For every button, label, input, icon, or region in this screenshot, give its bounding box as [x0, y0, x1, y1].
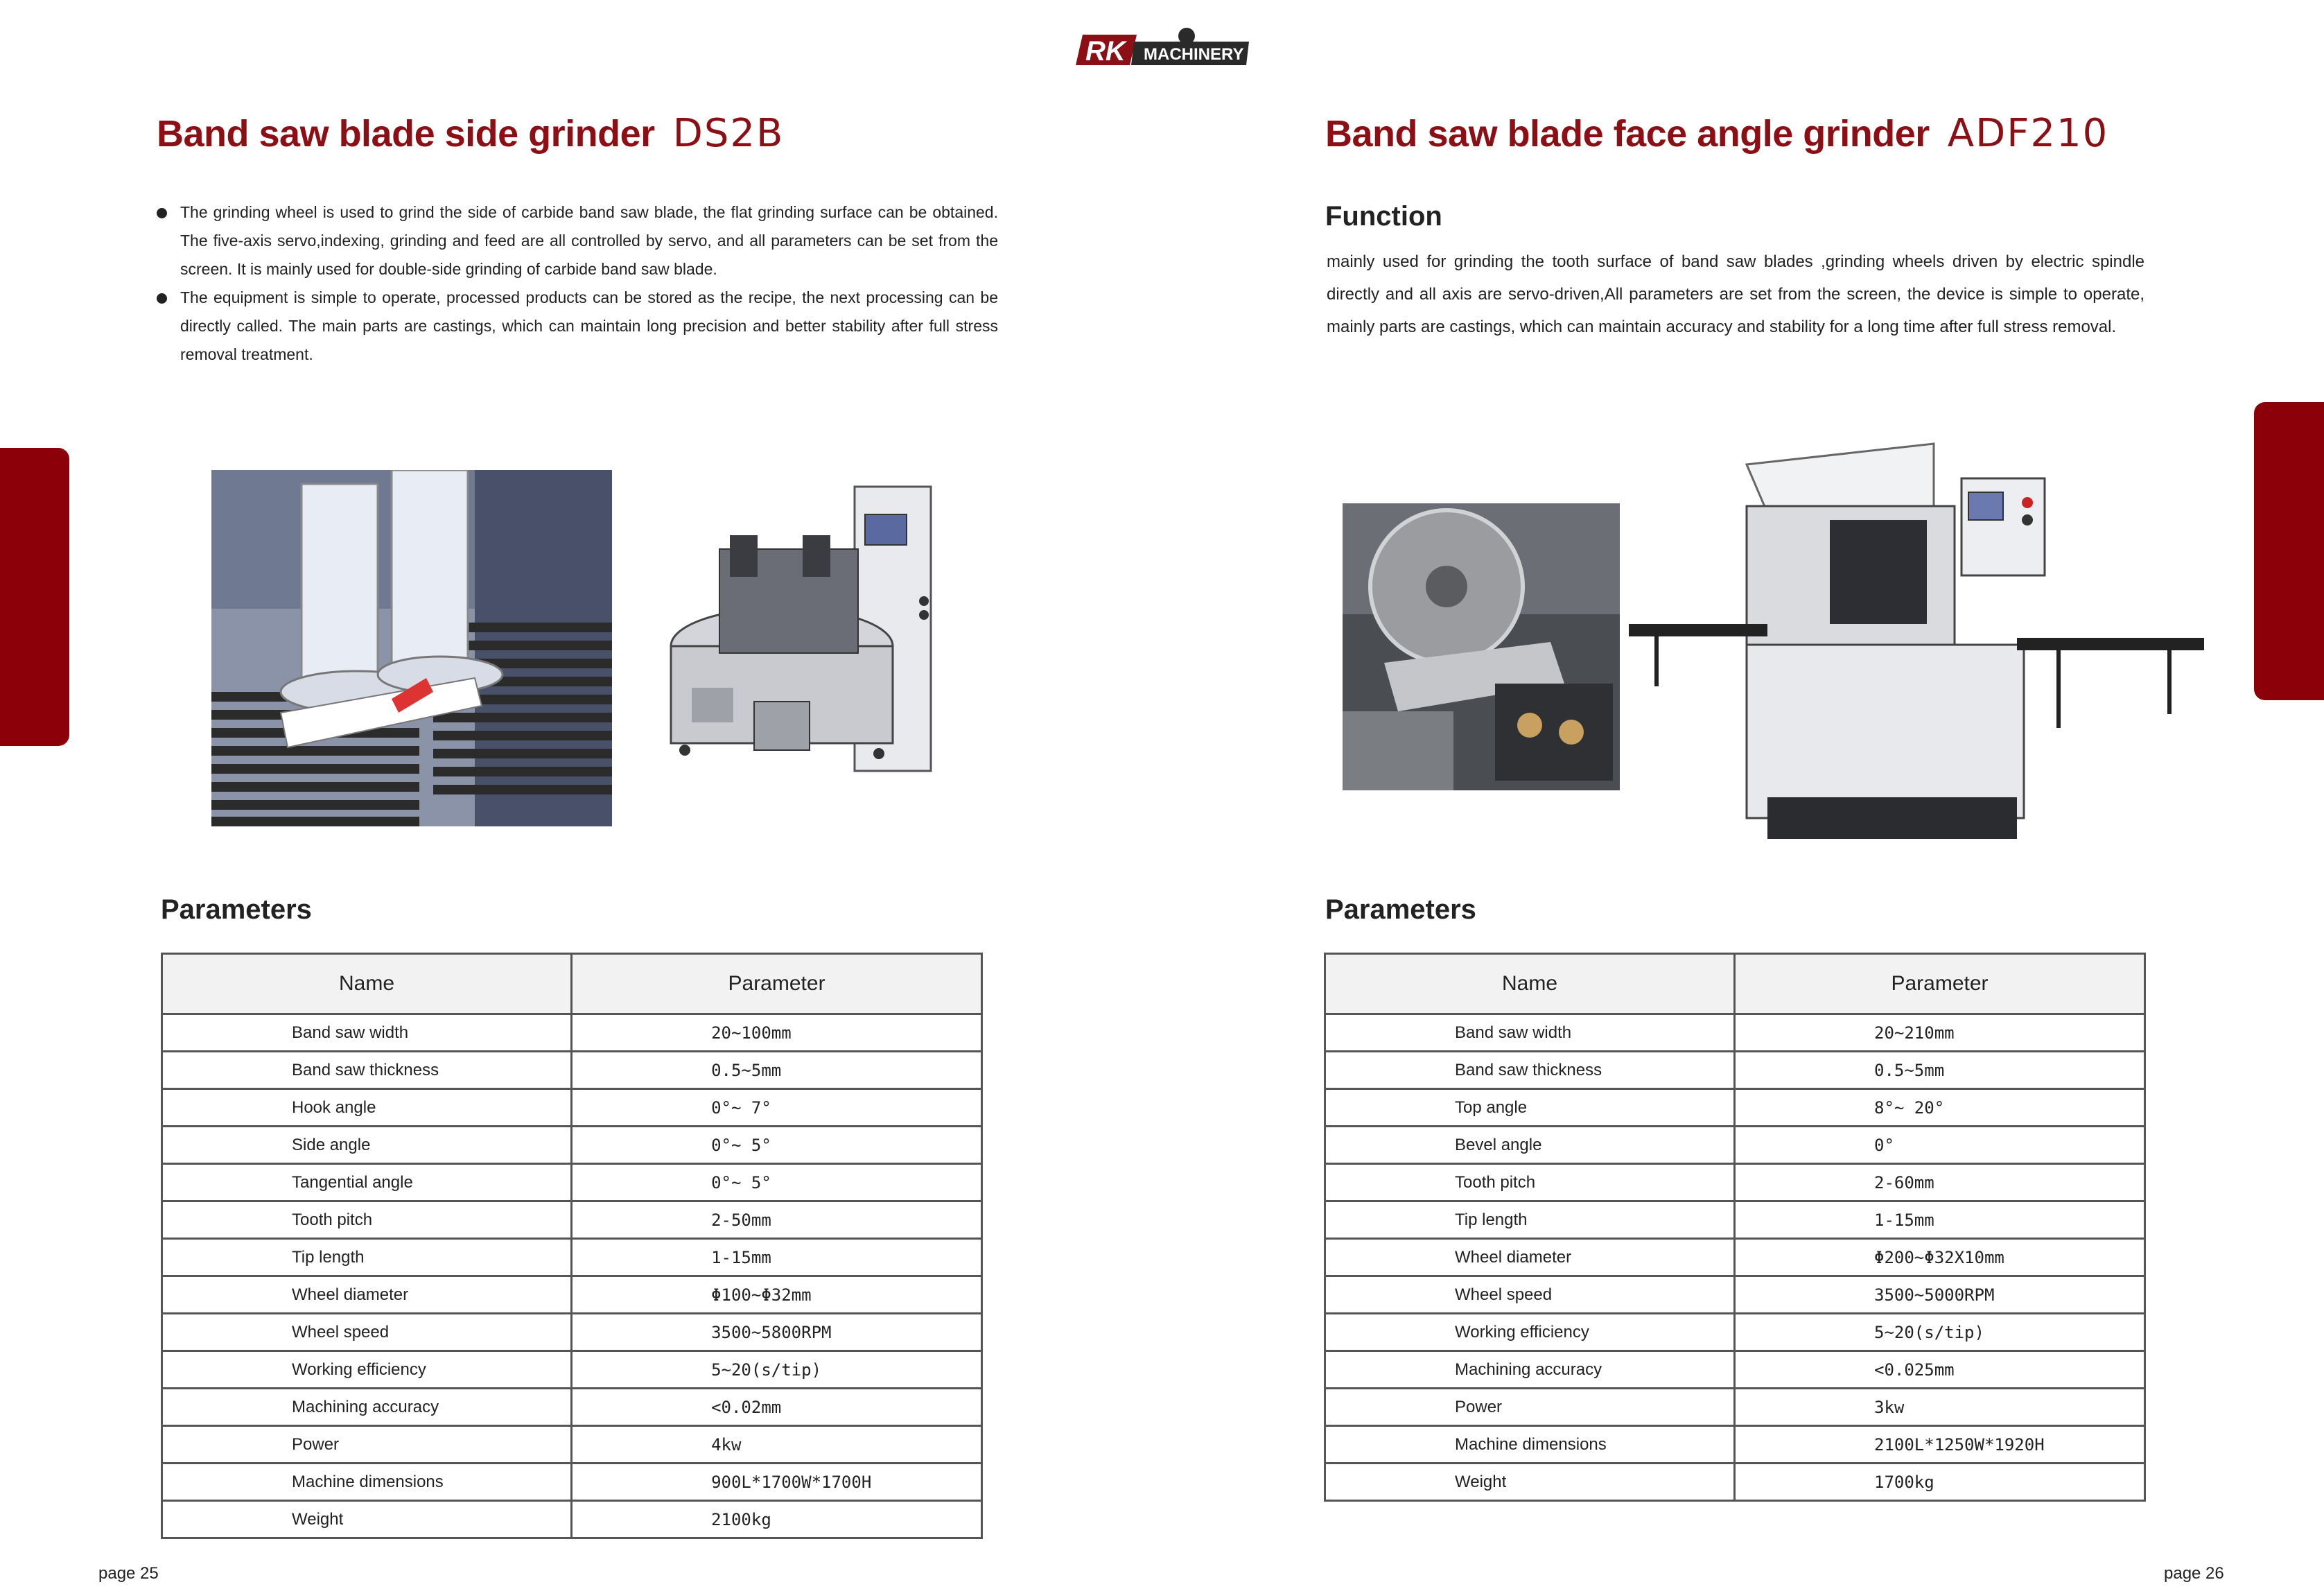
table-row — [1325, 1276, 2145, 1314]
list-item — [157, 284, 998, 369]
param-name: Tip length — [162, 1239, 572, 1276]
param-value: 3500~5000RPM — [1735, 1276, 2145, 1314]
param-value: Φ200~Φ32X10mm — [1735, 1239, 2145, 1276]
table-row — [162, 1351, 982, 1389]
table-row — [1325, 1201, 2145, 1239]
table-row — [1325, 1239, 2145, 1276]
table-row — [162, 1389, 982, 1426]
param-value: 8°~ 20° — [1735, 1089, 2145, 1127]
param-name: Working efficiency — [162, 1351, 572, 1389]
ds2b-machine-image — [664, 466, 962, 792]
param-value: Φ100~Φ32mm — [572, 1276, 982, 1314]
bullet-text: The equipment is simple to operate, processed products can be stored as the recipe, the next processing can be directly called. The main parts are castings, which can maintain long precision and better stability after full stress removal treatment. — [180, 288, 998, 363]
param-value: <0.02mm — [572, 1389, 982, 1426]
param-value: 20~100mm — [572, 1014, 982, 1052]
param-name: Weight — [162, 1501, 572, 1538]
grinder-closeup-image — [211, 470, 612, 826]
table-row — [1325, 1164, 2145, 1201]
section-tab-left — [0, 448, 69, 746]
right-parameters-table — [1324, 953, 2146, 1502]
param-value: 1700kg — [1735, 1464, 2145, 1501]
param-name: Weight — [1325, 1464, 1735, 1501]
table-row — [162, 1501, 982, 1538]
param-name: Wheel speed — [1325, 1276, 1735, 1314]
table-row — [1325, 1389, 2145, 1426]
column-header-parameter: Parameter — [1735, 954, 2145, 1014]
bullet-text: The grinding wheel is used to grind the side of carbide band saw blade, the flat grinding surface can be obtained. The five-axis servo,indexing, grinding and feed are all controlled by servo, and all parameters can be set from the screen. It is mainly used for double-side grinding of carbide band saw blade. — [180, 203, 998, 278]
brand-logo — [1076, 26, 1249, 69]
face-grinder-closeup-image — [1343, 503, 1620, 790]
param-name: Power — [162, 1426, 572, 1464]
param-value: 2100kg — [572, 1501, 982, 1538]
right-parameters-heading: Parameters — [1325, 894, 1476, 925]
param-value: 0.5~5mm — [572, 1052, 982, 1089]
table-row — [1325, 1014, 2145, 1052]
param-name: Machining accuracy — [162, 1389, 572, 1426]
param-value: 5~20(s/tip) — [572, 1351, 982, 1389]
table-row — [162, 1239, 982, 1276]
table-row — [162, 1089, 982, 1127]
param-value: 1-15mm — [1735, 1201, 2145, 1239]
table-row — [162, 1314, 982, 1351]
param-name: Working efficiency — [1325, 1314, 1735, 1351]
param-value: 1-15mm — [572, 1239, 982, 1276]
function-description: mainly used for grinding the tooth surface of band saw blades ,grinding wheels driven by electric spindle directly and all axis are servo-driven,All parameters are set from the screen, the device is simple to operate, mainly parts are castings, which can maintain accuracy and stability for a long time after full stress removal. — [1327, 252, 2144, 336]
param-name: Tooth pitch — [1325, 1164, 1735, 1201]
param-value: 2-60mm — [1735, 1164, 2145, 1201]
param-value: 0.5~5mm — [1735, 1052, 2145, 1089]
param-name: Band saw width — [1325, 1014, 1735, 1052]
param-name: Machining accuracy — [1325, 1351, 1735, 1389]
table-row — [162, 1014, 982, 1052]
param-value: <0.025mm — [1735, 1351, 2145, 1389]
table-row — [162, 1464, 982, 1501]
table-row — [1325, 1052, 2145, 1089]
column-header-name: Name — [162, 954, 572, 1014]
param-value: 3500~5800RPM — [572, 1314, 982, 1351]
list-item — [157, 198, 998, 284]
table-row — [162, 1164, 982, 1201]
table-header-row — [1325, 954, 2145, 1014]
table-row — [1325, 1314, 2145, 1351]
bullet-dot-icon — [157, 208, 167, 218]
param-name: Machine dimensions — [162, 1464, 572, 1501]
param-name: Tip length — [1325, 1201, 1735, 1239]
left-title-text: Band saw blade side grinder — [157, 113, 655, 155]
left-page-title — [157, 111, 784, 156]
right-model-number: ADF210 — [1947, 111, 2109, 156]
left-parameters-heading: Parameters — [161, 894, 312, 925]
param-value: 4kw — [572, 1426, 982, 1464]
table-row — [162, 1201, 982, 1239]
table-row — [1325, 1464, 2145, 1501]
param-name: Side angle — [162, 1127, 572, 1164]
table-row — [1325, 1089, 2145, 1127]
param-value: 3kw — [1735, 1389, 2145, 1426]
bullet-dot-icon — [157, 293, 167, 304]
adf210-machine-image — [1629, 437, 2204, 853]
table-row — [162, 1426, 982, 1464]
param-name: Band saw thickness — [162, 1052, 572, 1089]
param-value: 2-50mm — [572, 1201, 982, 1239]
param-value: 900L*1700W*1700H — [572, 1464, 982, 1501]
column-header-name: Name — [1325, 954, 1735, 1014]
table-row — [1325, 1127, 2145, 1164]
right-page-title — [1325, 111, 2108, 156]
svg-text:MACHINERY: MACHINERY — [1144, 45, 1244, 64]
left-description-list — [157, 198, 998, 369]
param-name: Tangential angle — [162, 1164, 572, 1201]
param-name: Wheel diameter — [162, 1276, 572, 1314]
param-name: Tooth pitch — [162, 1201, 572, 1239]
param-name: Wheel diameter — [1325, 1239, 1735, 1276]
table-row — [162, 1276, 982, 1314]
param-value: 0°~ 7° — [572, 1089, 982, 1127]
param-value: 0°~ 5° — [572, 1164, 982, 1201]
table-row — [1325, 1426, 2145, 1464]
param-name: Hook angle — [162, 1089, 572, 1127]
param-name: Band saw width — [162, 1014, 572, 1052]
page-number-right: page 26 — [2164, 1564, 2224, 1583]
section-tab-right — [2254, 402, 2324, 700]
table-header-row — [162, 954, 982, 1014]
left-model-number: DS2B — [672, 111, 785, 156]
right-title-text: Band saw blade face angle grinder — [1325, 113, 1930, 155]
param-value: 5~20(s/tip) — [1735, 1314, 2145, 1351]
param-name: Top angle — [1325, 1089, 1735, 1127]
page-number-left: page 25 — [98, 1564, 159, 1583]
param-value: 0°~ 5° — [572, 1127, 982, 1164]
table-row — [162, 1127, 982, 1164]
svg-text:RK: RK — [1085, 36, 1126, 67]
param-name: Band saw thickness — [1325, 1052, 1735, 1089]
left-parameters-table — [161, 953, 983, 1539]
column-header-parameter: Parameter — [572, 954, 982, 1014]
table-row — [162, 1052, 982, 1089]
param-name: Wheel speed — [162, 1314, 572, 1351]
param-name: Machine dimensions — [1325, 1426, 1735, 1464]
param-name: Bevel angle — [1325, 1127, 1735, 1164]
param-name: Power — [1325, 1389, 1735, 1426]
param-value: 0° — [1735, 1127, 2145, 1164]
function-heading: Function — [1325, 201, 1442, 232]
table-row — [1325, 1351, 2145, 1389]
param-value: 2100L*1250W*1920H — [1735, 1426, 2145, 1464]
param-value: 20~210mm — [1735, 1014, 2145, 1052]
